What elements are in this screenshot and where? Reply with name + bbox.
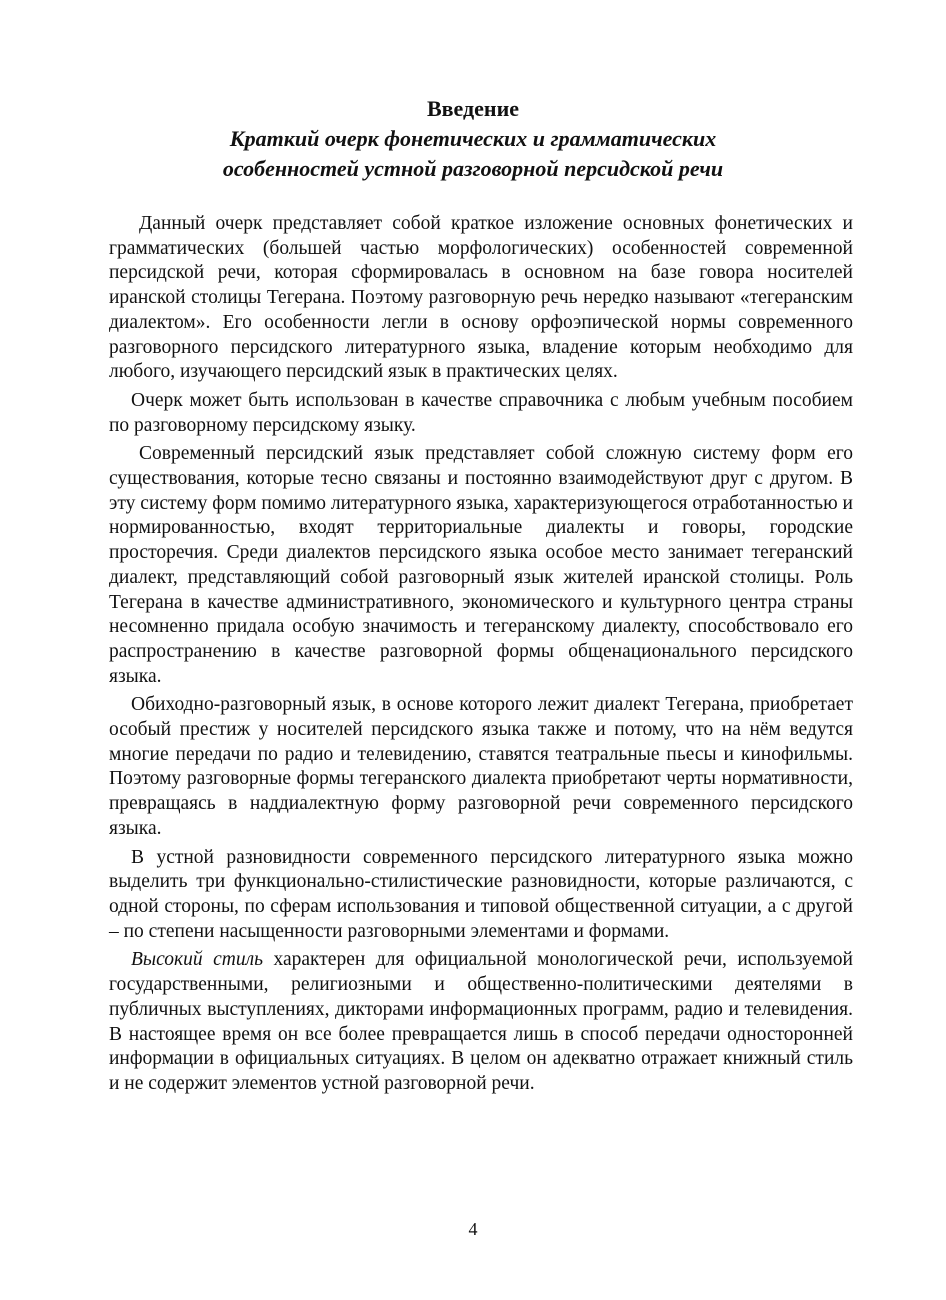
paragraph: Современный персидский язык представляет собой сложную систему форм его существования, которые тесно связаны и постоянно взаимодействуют друг с другом. В эту систему форм помимо литературного языка, характеризующегося отработанностью и нормированностью, входят территориальные диалекты и говоры, городские просторечия. Среди диалектов персидского языка особое место занимает тегеранский диалект, представляющий собой разговорный язык жителей иранской столицы. Роль Тегерана в качестве административного, экономического и культурного центра страны несомненно придала особую значимость и тегеранскому диалекту, способствовало его распространению в качестве разговорной формы общенационального персидского языка. <box>109 443 853 687</box>
page-title: Введение <box>426 96 520 121</box>
subtitle-line-1: Краткий очерк фонетических и грамматических <box>229 126 717 151</box>
subtitle-line-2: особенностей устной разговорной персидской речи <box>222 156 724 181</box>
body-text <box>109 212 853 1097</box>
high-style-description: характерен для официальной монологической речи, используемой государственными, религиозными и общественно-политическими деятелями в публичных выступлениях, дикторами информационных программ, радио и телевидения. В настоящее время он все более превращается лишь в способ передачи односторонней информации в официальных ситуациях. В целом он адекватно отражает книжный стиль и не содержит элементов устной разговорной речи. <box>109 949 853 1094</box>
paragraph: Обиходно-разговорный язык, в основе которого лежит диалект Тегерана, приобретает особый престиж у носителей персидского языка также и потому, что на нём ведутся многие передачи по радио и телевидению, ставятся театральные пьесы и кинофильмы. Поэтому разговорные формы тегеранского диалекта приобретают черты нормативности, превращаясь в наддиалектную форму разговорной речи современного персидского языка. <box>109 694 853 839</box>
paragraph-high-style <box>109 948 853 1096</box>
paragraph: Данный очерк представляет собой краткое изложение основных фонетических и грамматических (большей частью морфологических) особенностей современной персидской речи, которая сформировалась в основном на базе говора носителей иранской столицы Тегерана. Поэтому разговорную речь нередко называют «тегеранским диалектом». Его особенности легли в основу орфоэпической нормы современного разговорного персидского литературного языка, владение которым необходимо для любого, изучающего персидский язык в практических целях. <box>109 213 853 383</box>
paragraph: Очерк может быть использован в качестве справочника с любым учебным пособием по разговорному персидскому языку. <box>109 389 853 436</box>
high-style-term: Высокий стиль <box>131 949 264 971</box>
page-number: 4 <box>468 1219 478 1239</box>
paragraph: В устной разновидности современного персидского литературного языка можно выделить три функционально-стилистические разновидности, которые различаются, с одной стороны, по сферам использования и типовой общественной ситуации, а с другой – по степени насыщенности разговорными элементами и формами. <box>109 846 853 942</box>
